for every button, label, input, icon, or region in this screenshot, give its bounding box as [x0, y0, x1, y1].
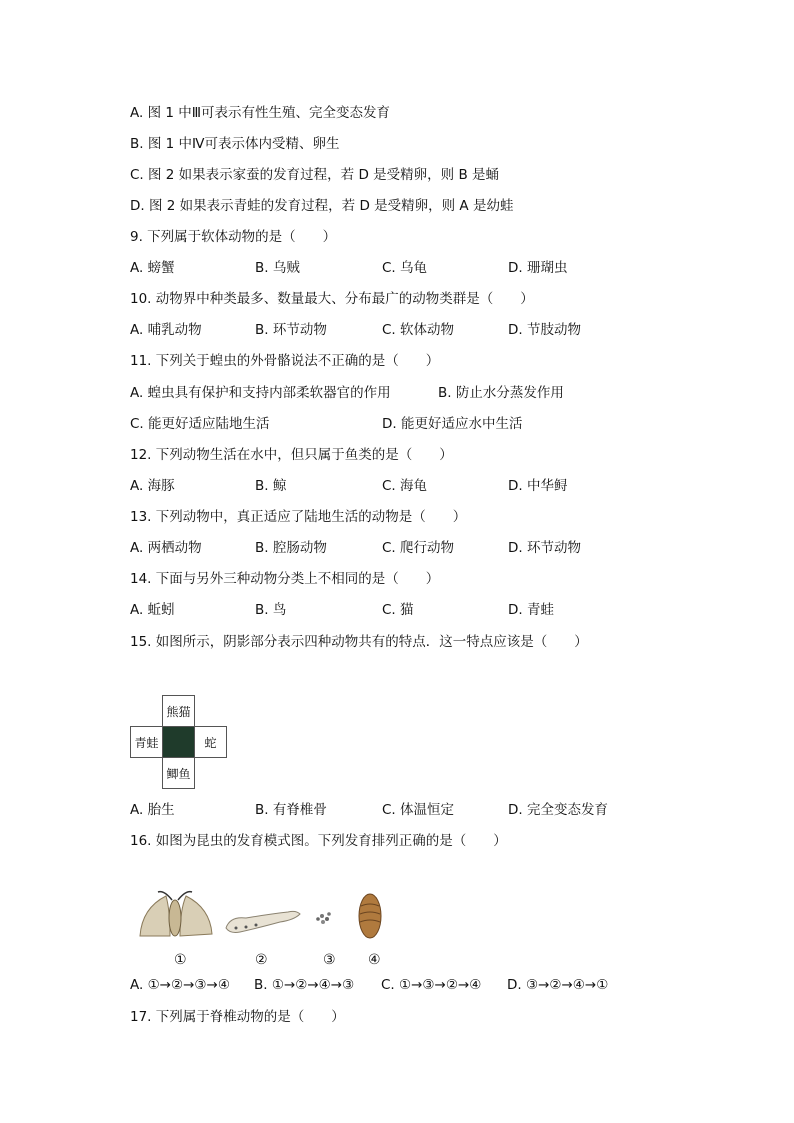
question-15: 15. 如图所示，阴影部分表示四种动物共有的特点．这一特点应该是（ ） [130, 634, 588, 650]
q9-option-d: D. 珊瑚虫 [508, 260, 568, 276]
q15-option-c: C. 体温恒定 [382, 802, 455, 818]
q13-option-d: D. 环节动物 [508, 540, 581, 556]
question-16: 16. 如图为昆虫的发育模式图。下列发育排列正确的是（ ） [130, 833, 507, 849]
question-10: 10. 动物界中种类最多、数量最大、分布最广的动物类群是（ ） [130, 291, 534, 307]
q16-option-b: B. ①→②→④→③ [254, 977, 355, 993]
question-17: 17. 下列属于脊椎动物的是（ ） [130, 1009, 345, 1025]
q11-option-b: B. 防止水分蒸发作用 [438, 385, 564, 401]
q15-option-d: D. 完全变态发育 [508, 802, 608, 818]
q12-option-a: A. 海豚 [130, 478, 175, 494]
q14-option-a: A. 蚯蚓 [130, 602, 175, 618]
q8-option-d: D. 图 2 如果表示青蛙的发育过程，若 D 是受精卵，则 A 是幼蛙 [130, 198, 514, 214]
cell-panda: 熊猫 [162, 695, 195, 727]
q10-option-a: A. 哺乳动物 [130, 322, 202, 338]
stage-label-4: ④ [368, 952, 381, 968]
q8-option-a: A. 图 1 中Ⅲ可表示有性生殖、完全变态发育 [130, 105, 391, 121]
q8-option-b: B. 图 1 中Ⅳ可表示体内受精、卵生 [130, 136, 340, 152]
cell-crucian-carp: 鲫鱼 [162, 757, 195, 789]
q9-option-b: B. 乌贼 [255, 260, 300, 276]
question-14: 14. 下面与另外三种动物分类上不相同的是（ ） [130, 571, 440, 587]
eggs-illustration [316, 912, 331, 924]
q8-option-c: C. 图 2 如果表示家蚕的发育过程，若 D 是受精卵，则 B 是蛹 [130, 167, 500, 183]
q10-option-c: C. 软体动物 [382, 322, 455, 338]
question-9: 9. 下列属于软体动物的是（ ） [130, 229, 337, 245]
q15-option-b: B. 有脊椎骨 [255, 802, 327, 818]
cell-frog: 青蛙 [130, 726, 163, 758]
q12-option-b: B. 鲸 [255, 478, 287, 494]
q9-option-a: A. 螃蟹 [130, 260, 175, 276]
question-11: 11. 下列关于蝗虫的外骨骼说法不正确的是（ ） [130, 353, 440, 369]
q16-option-d: D. ③→②→④→① [507, 977, 609, 993]
q14-option-b: B. 鸟 [255, 602, 287, 618]
q11-option-d: D. 能更好适应水中生活 [382, 416, 523, 432]
q10-option-d: D. 节肢动物 [508, 322, 581, 338]
stage-label-2: ② [255, 952, 268, 968]
q10-option-b: B. 环节动物 [255, 322, 327, 338]
q12-option-c: C. 海龟 [382, 478, 428, 494]
q13-option-a: A. 两栖动物 [130, 540, 202, 556]
insect-development-figure [130, 888, 400, 972]
q13-option-c: C. 爬行动物 [382, 540, 455, 556]
question-12: 12. 下列动物生活在水中，但只属于鱼类的是（ ） [130, 447, 453, 463]
stage-label-1: ① [174, 952, 187, 968]
animal-venn-cross-figure [130, 695, 230, 789]
insect-stages-illustration [130, 888, 400, 948]
shaded-common-feature [162, 726, 195, 758]
q15-option-a: A. 胎生 [130, 802, 175, 818]
pupa-illustration [359, 894, 381, 938]
q11-option-a: A. 蝗虫具有保护和支持内部柔软器官的作用 [130, 385, 391, 401]
q14-option-d: D. 青蛙 [508, 602, 554, 618]
q12-option-d: D. 中华鲟 [508, 478, 568, 494]
larva-illustration [226, 911, 300, 932]
cell-snake: 蛇 [194, 726, 227, 758]
q9-option-c: C. 乌龟 [382, 260, 428, 276]
q14-option-c: C. 猫 [382, 602, 414, 618]
q11-option-c: C. 能更好适应陆地生活 [130, 416, 270, 432]
q16-option-c: C. ①→③→②→④ [381, 977, 482, 993]
q16-option-a: A. ①→②→③→④ [130, 977, 230, 993]
question-13: 13. 下列动物中，真正适应了陆地生活的动物是（ ） [130, 509, 467, 525]
q13-option-b: B. 腔肠动物 [255, 540, 327, 556]
adult-moth-illustration [140, 892, 212, 936]
stage-label-3: ③ [323, 952, 336, 968]
